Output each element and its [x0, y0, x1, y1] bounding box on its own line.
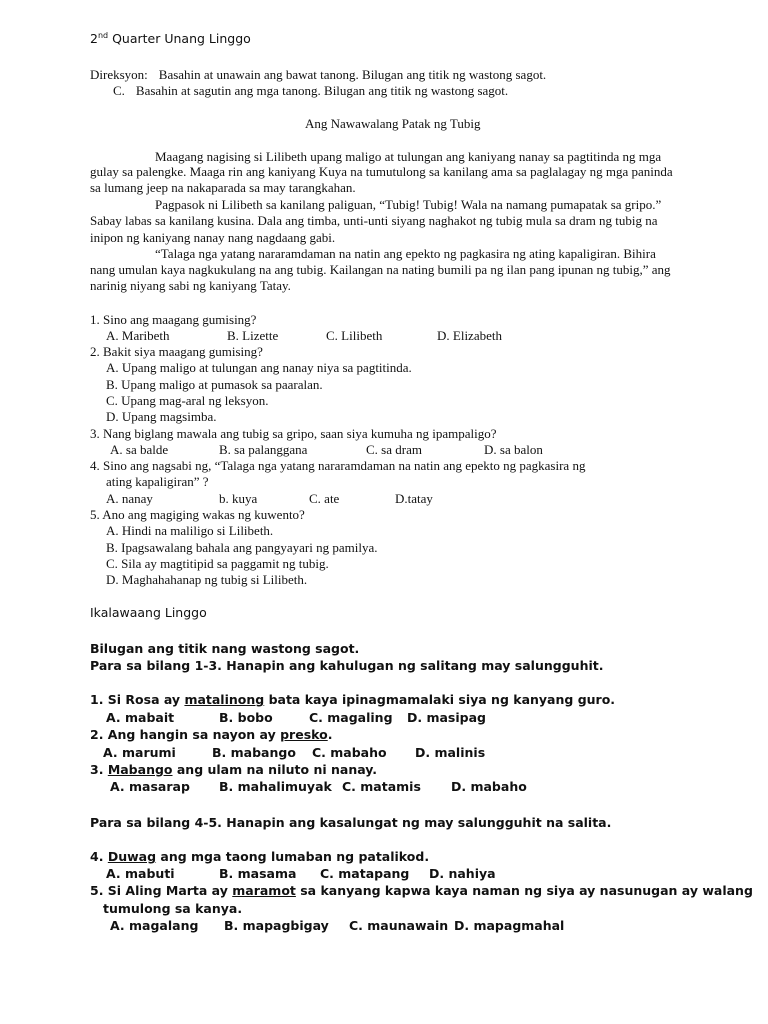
p2-q5-option-a[interactable]: A. magalang [110, 918, 199, 933]
q4-option-a[interactable]: A. nanay [106, 491, 153, 506]
q2-option-a[interactable]: A. Upang maligo at tulungan ang nanay niya sa pagtitinda. [106, 360, 412, 375]
story-line-7: “Talaga nga yatang nararamdaman na natin ang epekto ng pagkasira ng ating kapaligiran. Bihira [155, 246, 656, 261]
q4-option-c[interactable]: C. ate [309, 491, 340, 506]
p2-q1-option-d[interactable]: D. masipag [407, 710, 486, 725]
p2-q4-option-d[interactable]: D. nahiya [429, 866, 496, 881]
p2-q4-underlined-word: Duwag [107, 849, 157, 864]
p2-q2-text: 2. Ang hangin sa nayon ay presko. [90, 727, 333, 742]
q3-option-c[interactable]: C. sa dram [366, 442, 422, 457]
quarter-header: 2nd Quarter Unang Linggo [90, 30, 251, 46]
p2-q5-option-c[interactable]: C. maunawain [349, 918, 449, 933]
p2-q4-option-b[interactable]: B. masama [219, 866, 297, 881]
part2-heading: Ikalawaang Linggo [90, 605, 207, 620]
q1-option-d[interactable]: D. Elizabeth [437, 328, 502, 343]
q3-option-d[interactable]: D. sa balon [484, 442, 543, 457]
direksyon-label: Direksyon: [90, 67, 148, 82]
p2-q2-underlined-word: presko [280, 727, 328, 742]
part2-sub2: Para sa bilang 4-5. Hanapin ang kasalungat ng may salungguhit na salita. [90, 815, 612, 830]
direksyon-c-text: Basahin at sagutin ang mga tanong. Bilugan ang titik ng wastong sagot. [135, 83, 509, 98]
q4-option-d[interactable]: D.tatay [395, 491, 433, 506]
q4-text-cont: ating kapaligiran” ? [106, 474, 209, 489]
story-title: Ang Nawawalang Patak ng Tubig [305, 116, 481, 131]
p2-q5-option-b[interactable]: B. mapagbigay [224, 918, 329, 933]
q3-option-a[interactable]: A. sa balde [110, 442, 169, 457]
p2-q4-option-c[interactable]: C. matapang [320, 866, 410, 881]
p2-q2-option-a[interactable]: A. marumi [103, 745, 176, 760]
story-line-6: inipon ng kaniyang nanay nang nagdaang gabi. [90, 230, 336, 245]
q4-text: 4. Sino ang nagsabi ng, “Talaga nga yatang nararamdaman na natin ang epekto ng pagkasira ng [90, 458, 586, 473]
q5-text: 5. Ano ang magiging wakas ng kuwento? [90, 507, 305, 522]
direksyon-line [90, 67, 546, 82]
p2-q3-text: 3. Mabango ang ulam na niluto ni nanay. [90, 762, 378, 777]
p2-q1-text: 1. Si Rosa ay matalinong bata kaya ipinagmamalaki siya ng kanyang guro. [90, 692, 616, 707]
p2-q4-text: 4. Duwag ang mga taong lumaban ng patalikod. [90, 849, 430, 864]
story-line-9: narinig niyang sabi ng kaniyang Tatay. [90, 278, 291, 293]
p2-q1-option-a[interactable]: A. mabait [106, 710, 175, 725]
q3-text: 3. Nang biglang mawala ang tubig sa gripo, saan siya kumuha ng ipampaligo? [90, 426, 497, 441]
p2-q2-option-b[interactable]: B. mabango [212, 745, 296, 760]
p2-q1-option-b[interactable]: B. bobo [219, 710, 273, 725]
part2-sub1: Para sa bilang 1-3. Hanapin ang kahulugan ng salitang may salungguhit. [90, 658, 604, 673]
q5-option-c[interactable]: C. Sila ay magtitipid sa paggamit ng tubig. [106, 556, 329, 571]
story-line-4: Pagpasok ni Lilibeth sa kanilang paliguan, “Tubig! Tubig! Wala na namang pumapatak sa gripo.” [155, 197, 662, 212]
p2-q5-underlined-word: maramot [232, 883, 296, 898]
p2-q4-option-a[interactable]: A. mabuti [106, 866, 175, 881]
p2-q2-option-d[interactable]: D. malinis [415, 745, 486, 760]
q1-option-b[interactable]: B. Lizette [227, 328, 279, 343]
p2-q5-option-d[interactable]: D. mapagmahal [454, 918, 565, 933]
p2-q3-option-a[interactable]: A. masarap [110, 779, 190, 794]
p2-q1-underlined-word: matalinong [184, 692, 265, 707]
p2-q3-option-c[interactable]: C. matamis [342, 779, 421, 794]
story-line-5: Sabay labas sa kanilang kusina. Dala ang timba, unti-unti siyang naghakot ng tubig mula sa dram ng tubig na [90, 213, 658, 228]
direksyon-text: Basahin at unawain ang bawat tanong. Bilugan ang titik ng wastong sagot. [158, 67, 547, 82]
part2-instruction: Bilugan ang titik nang wastong sagot. [90, 641, 360, 656]
q2-text: 2. Bakit siya maagang gumising? [90, 344, 263, 359]
q5-option-b[interactable]: B. Ipagsawalang bahala ang pangyayari ng pamilya. [106, 540, 378, 555]
p2-q1-option-c[interactable]: C. magaling [309, 710, 393, 725]
q2-option-b[interactable]: B. Upang maligo at pumasok sa paaralan. [106, 377, 323, 392]
q1-option-a[interactable]: A. Maribeth [106, 328, 170, 343]
p2-q3-option-b[interactable]: B. mahalimuyak [219, 779, 332, 794]
story-line-3: sa lumang jeep na nakaparada sa may tarangkahan. [90, 180, 356, 195]
p2-q5-text-cont: tumulong sa kanya. [103, 901, 243, 916]
q4-option-b[interactable]: b. kuya [219, 491, 258, 506]
q5-option-a[interactable]: A. Hindi na maliligo si Lilibeth. [106, 523, 274, 538]
story-line-8: nang umulan kaya nagkukulang na ang tubig. Kailangan na nating bumili pa ng ilan pang ipunan ng tubig,” ang [90, 262, 671, 277]
p2-q5-text: 5. Si Aling Marta ay maramot sa kanyang kapwa kaya naman ng siya ay nasunugan ay walang [90, 883, 753, 898]
story-line-1: Maagang nagising si Lilibeth upang maligo at tulungan ang kaniyang nanay sa pagtitinda ng mga [155, 149, 662, 164]
q1-option-c[interactable]: C. Lilibeth [326, 328, 383, 343]
story-line-2: gulay sa palengke. Maaga rin ang kaniyang Kuya na tumutulong sa kanilang ama sa paglalagay ng mga paninda [90, 164, 673, 179]
direksyon-c-line: C. Basahin at sagutin ang mga tanong. Bilugan ang titik ng wastong sagot. [113, 83, 509, 98]
p2-q2-option-c[interactable]: C. mabaho [312, 745, 387, 760]
q5-option-d[interactable]: D. Maghahahanap ng tubig si Lilibeth. [106, 572, 308, 587]
q1-text: 1. Sino ang maagang gumising? [90, 312, 257, 327]
q2-option-d[interactable]: D. Upang magsimba. [106, 409, 217, 424]
p2-q3-underlined-word: Mabango [107, 762, 173, 777]
p2-q3-option-d[interactable]: D. mabaho [451, 779, 527, 794]
q2-option-c[interactable]: C. Upang mag-aral ng leksyon. [106, 393, 269, 408]
q3-option-b[interactable]: B. sa palanggana [219, 442, 308, 457]
